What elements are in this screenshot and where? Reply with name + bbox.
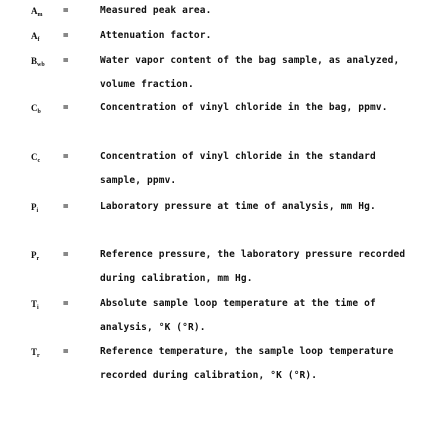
symbol: $C_c$ bbox=[31, 152, 41, 164]
symbol: $B_{wb}$ bbox=[31, 56, 45, 68]
equals-sign: = bbox=[63, 347, 69, 357]
definition: Water vapor content of the bag sample, as analyzed, volume fraction. bbox=[100, 55, 400, 90]
symbol: $P_i$ bbox=[31, 202, 39, 214]
definition: Laboratory pressure at time of analysis, mm Hg. bbox=[100, 201, 376, 212]
equals-sign: = bbox=[63, 299, 69, 309]
symbol: $A_m$ bbox=[31, 6, 43, 18]
equals-sign: = bbox=[63, 250, 69, 260]
symbol: $C_b$ bbox=[31, 103, 41, 115]
equals-sign: = bbox=[63, 56, 69, 66]
symbol: $T_r$ bbox=[31, 347, 40, 359]
equals-sign: = bbox=[63, 202, 69, 212]
definition: Measured peak area. bbox=[100, 5, 212, 16]
definition: Reference pressure, the laboratory pressure recorded during calibration, mm Hg. bbox=[100, 249, 406, 284]
symbol: $P_r$ bbox=[31, 250, 40, 262]
equals-sign: = bbox=[63, 152, 69, 162]
equals-sign: = bbox=[63, 103, 69, 113]
symbol: $A_f$ bbox=[31, 31, 40, 43]
definition: Concentration of vinyl chloride in the bag, ppmv. bbox=[100, 102, 388, 113]
equals-sign: = bbox=[63, 6, 69, 16]
definition: Attenuation factor. bbox=[100, 30, 212, 41]
definition: Absolute sample loop temperature at the time of analysis, °K (°R). bbox=[100, 298, 376, 333]
symbol: $T_i$ bbox=[31, 299, 39, 311]
definition: Concentration of vinyl chloride in the standard sample, ppmv. bbox=[100, 151, 376, 186]
equals-sign: = bbox=[63, 31, 69, 41]
definition: Reference temperature, the sample loop temperature recorded during calibration, °K (°R). bbox=[100, 346, 394, 381]
